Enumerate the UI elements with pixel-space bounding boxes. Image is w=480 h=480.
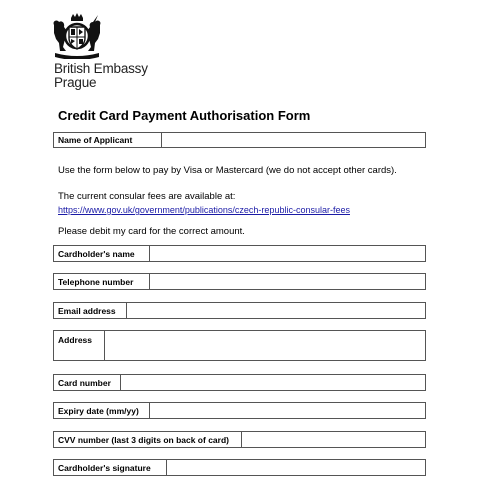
fees-text: The current consular fees are available at:	[58, 191, 236, 202]
form-title: Credit Card Payment Authorisation Form	[58, 108, 311, 123]
applicant-name-label: Name of Applicant	[54, 133, 162, 147]
instructions-text: Use the form below to pay by Visa or Mastercard (we do not accept other cards).	[58, 165, 397, 176]
cvv-input[interactable]	[242, 432, 425, 447]
signature-input[interactable]	[167, 460, 425, 475]
address-label: Address	[54, 331, 105, 360]
cardholder-name-label: Cardholder's name	[54, 246, 150, 261]
expiry-input[interactable]	[150, 403, 425, 418]
cardholder-name-input[interactable]	[150, 246, 425, 261]
royal-coat-of-arms-icon	[51, 13, 103, 59]
email-label: Email address	[54, 303, 127, 318]
telephone-label: Telephone number	[54, 274, 150, 289]
address-field[interactable]	[53, 330, 426, 361]
embassy-city: Prague	[54, 75, 97, 90]
telephone-field[interactable]	[53, 273, 426, 290]
signature-label: Cardholder's signature	[54, 460, 167, 475]
card-number-input[interactable]	[121, 375, 425, 390]
cvv-field[interactable]	[53, 431, 426, 448]
signature-field[interactable]	[53, 459, 426, 476]
cardholder-name-field[interactable]	[53, 245, 426, 262]
cvv-label: CVV number (last 3 digits on back of card)	[54, 432, 242, 447]
card-number-label: Card number	[54, 375, 121, 390]
fees-link[interactable]: https://www.gov.uk/government/publications/czech-republic-consular-fees	[58, 205, 350, 215]
expiry-field[interactable]	[53, 402, 426, 419]
applicant-name-input[interactable]	[162, 133, 425, 147]
email-field[interactable]	[53, 302, 426, 319]
expiry-label: Expiry date (mm/yy)	[54, 403, 150, 418]
card-number-field[interactable]	[53, 374, 426, 391]
address-input[interactable]	[105, 331, 425, 360]
embassy-name: British Embassy	[54, 61, 148, 76]
applicant-name-field[interactable]	[53, 132, 426, 148]
email-input[interactable]	[127, 303, 425, 318]
telephone-input[interactable]	[150, 274, 425, 289]
debit-text: Please debit my card for the correct amount.	[58, 226, 245, 237]
